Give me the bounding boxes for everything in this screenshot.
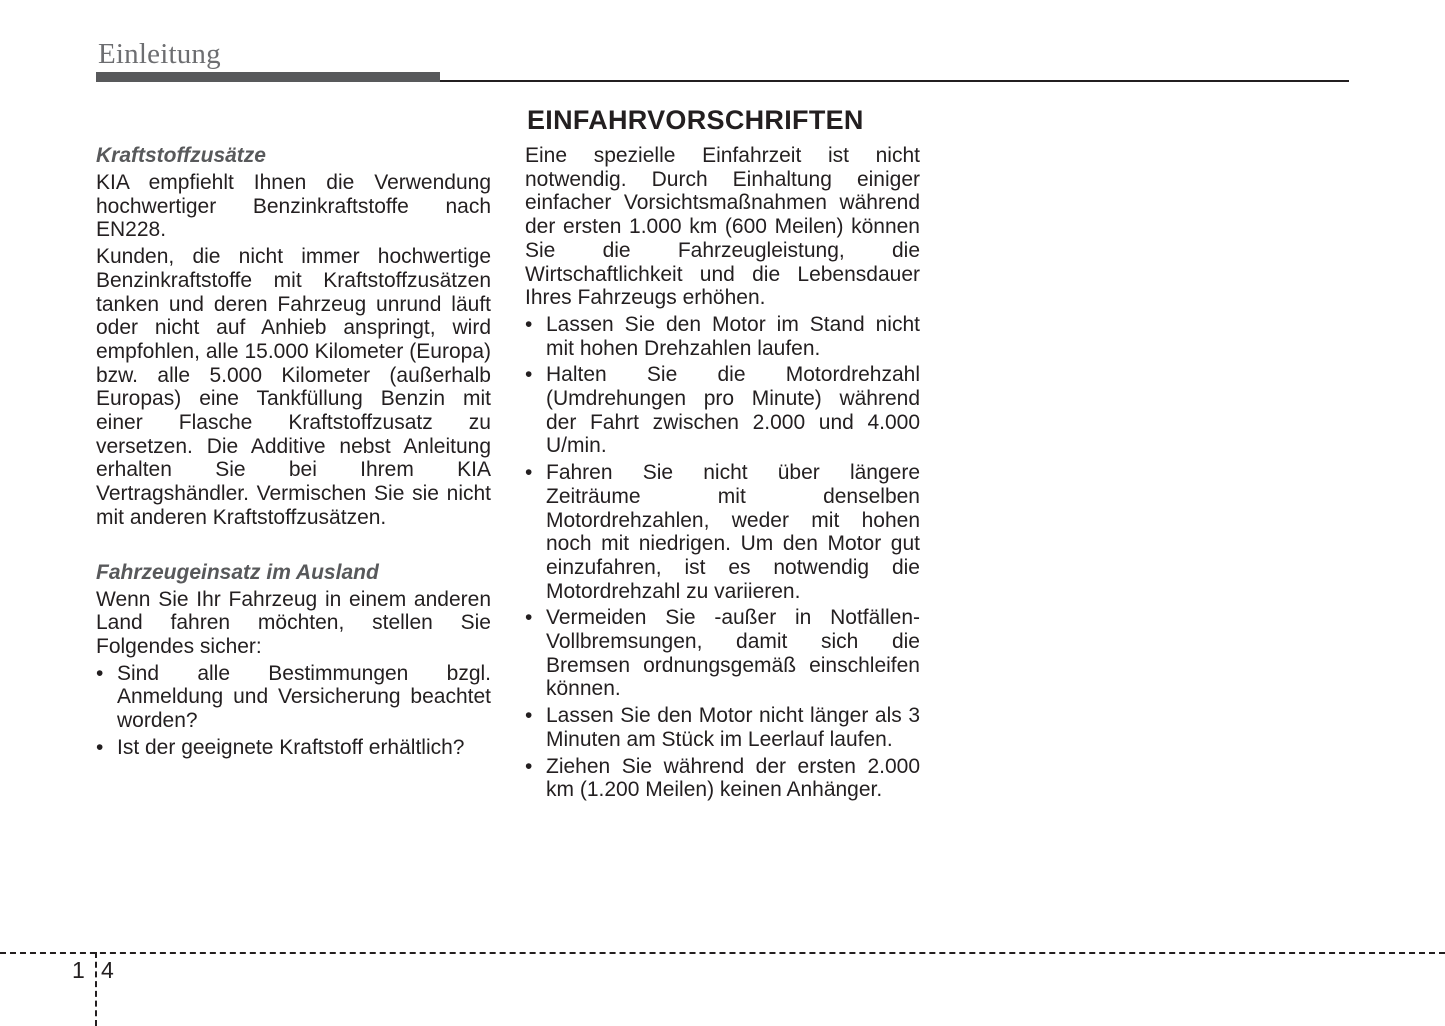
right-column <box>525 144 920 805</box>
section-heading: EINFAHRVORSCHRIFTEN <box>527 105 864 135</box>
bullet-icon: • <box>525 312 533 336</box>
bullet-icon: • <box>525 754 533 778</box>
list-item <box>525 363 920 458</box>
list-item-text: Vermeiden Sie -außer in Notfällen- Vollbremsungen, damit sich die Bremsen ordnungsgemäß einschleifen können. <box>546 606 920 701</box>
fuel-additives-paragraph: KIA empfiehlt Ihnen die Verwendung hochwertiger Benzinkraftstoffe nach EN228. <box>96 171 491 242</box>
footer-dashed-rule <box>0 952 1445 954</box>
list-item-text: Lassen Sie den Motor nicht länger als 3 Minuten am Stück im Leerlauf laufen. <box>546 704 920 751</box>
list-item-text: Ziehen Sie während der ersten 2.000 km (1.200 Meilen) keinen Anhänger. <box>546 754 920 802</box>
list-item <box>96 736 491 760</box>
list-item <box>525 704 920 751</box>
left-column <box>96 144 491 762</box>
list-item <box>525 755 920 802</box>
abroad-heading: Fahrzeugeinsatz im Ausland <box>96 560 379 584</box>
list-item <box>525 461 920 603</box>
bullet-icon: • <box>96 735 104 759</box>
header-accent-bar <box>96 72 440 82</box>
break-in-bullet-list <box>525 313 920 802</box>
list-item <box>525 606 920 701</box>
list-item <box>96 662 491 733</box>
page-number: 4 <box>101 957 114 983</box>
abroad-intro: Wenn Sie Ihr Fahrzeug in einem anderen Land fahren möchten, stellen Sie Folgendes sicher: <box>96 587 491 658</box>
fuel-additives-paragraph: Kunden, die nicht immer hochwertige Benzinkraftstoffe mit Kraftstoffzusätzen tanken und deren Fahrzeug unrund läuft oder nicht auf Anhieb anspringt, wird empfohlen, alle 15.000 Kilometer (Europa) bzw. alle 5.000 Kilometer (außerhalb Europas) eine Tankfüllung Benzin mit einer Flasche Kraftstoffzusatz zu versetzen. Die Additive nebst Anleitung erhalten Sie bei Ihrem KIA Vertragshändler. Vermischen Sie sie nicht mit anderen Kraftstoffzusätzen. <box>96 245 491 529</box>
chapter-header-title: Einleitung <box>98 38 221 70</box>
list-item-text: Ist der geeignete Kraftstoff erhältlich? <box>117 735 465 759</box>
list-item-text: Halten Sie die Motordrehzahl (Umdrehungen pro Minute) während der Fahrt zwischen 2.000 und 4.000 U/min. <box>546 363 920 458</box>
fuel-additives-heading: Kraftstoffzusätze <box>96 144 266 167</box>
bullet-icon: • <box>525 704 533 728</box>
bullet-icon: • <box>525 363 533 387</box>
section-spacer <box>96 533 491 561</box>
header-rule <box>440 80 1349 82</box>
break-in-intro: Eine spezielle Einfahrzeit ist nicht notwendig. Durch Einhaltung einiger einfacher Vorsichtsmaßnahmen während der ersten 1.000 km (600 Meilen) können Sie die Fahrzeugleistung, die Wirtschaftlichkeit und die Lebensdauer Ihres Fahrzeugs erhöhen. <box>525 144 920 310</box>
abroad-bullet-list <box>96 662 491 760</box>
chapter-number: 1 <box>72 957 85 983</box>
bullet-icon: • <box>525 606 533 630</box>
list-item-text: Fahren Sie nicht über längere Zeiträume mit denselben Motordrehzahlen, weder mit hohen noch mit niedrigen. Um den Motor gut einzufahren, ist es notwendig die Motordrehzahl zu variieren. <box>546 461 920 603</box>
bullet-icon: • <box>525 461 533 485</box>
footer-dashed-divider <box>95 952 97 1026</box>
list-item-text: Sind alle Bestimmungen bzgl. Anmeldung und Versicherung beachtet worden? <box>117 661 491 733</box>
list-item-text: Lassen Sie den Motor im Stand nicht mit hohen Drehzahlen laufen. <box>546 312 920 360</box>
bullet-icon: • <box>96 661 104 685</box>
list-item <box>525 313 920 360</box>
